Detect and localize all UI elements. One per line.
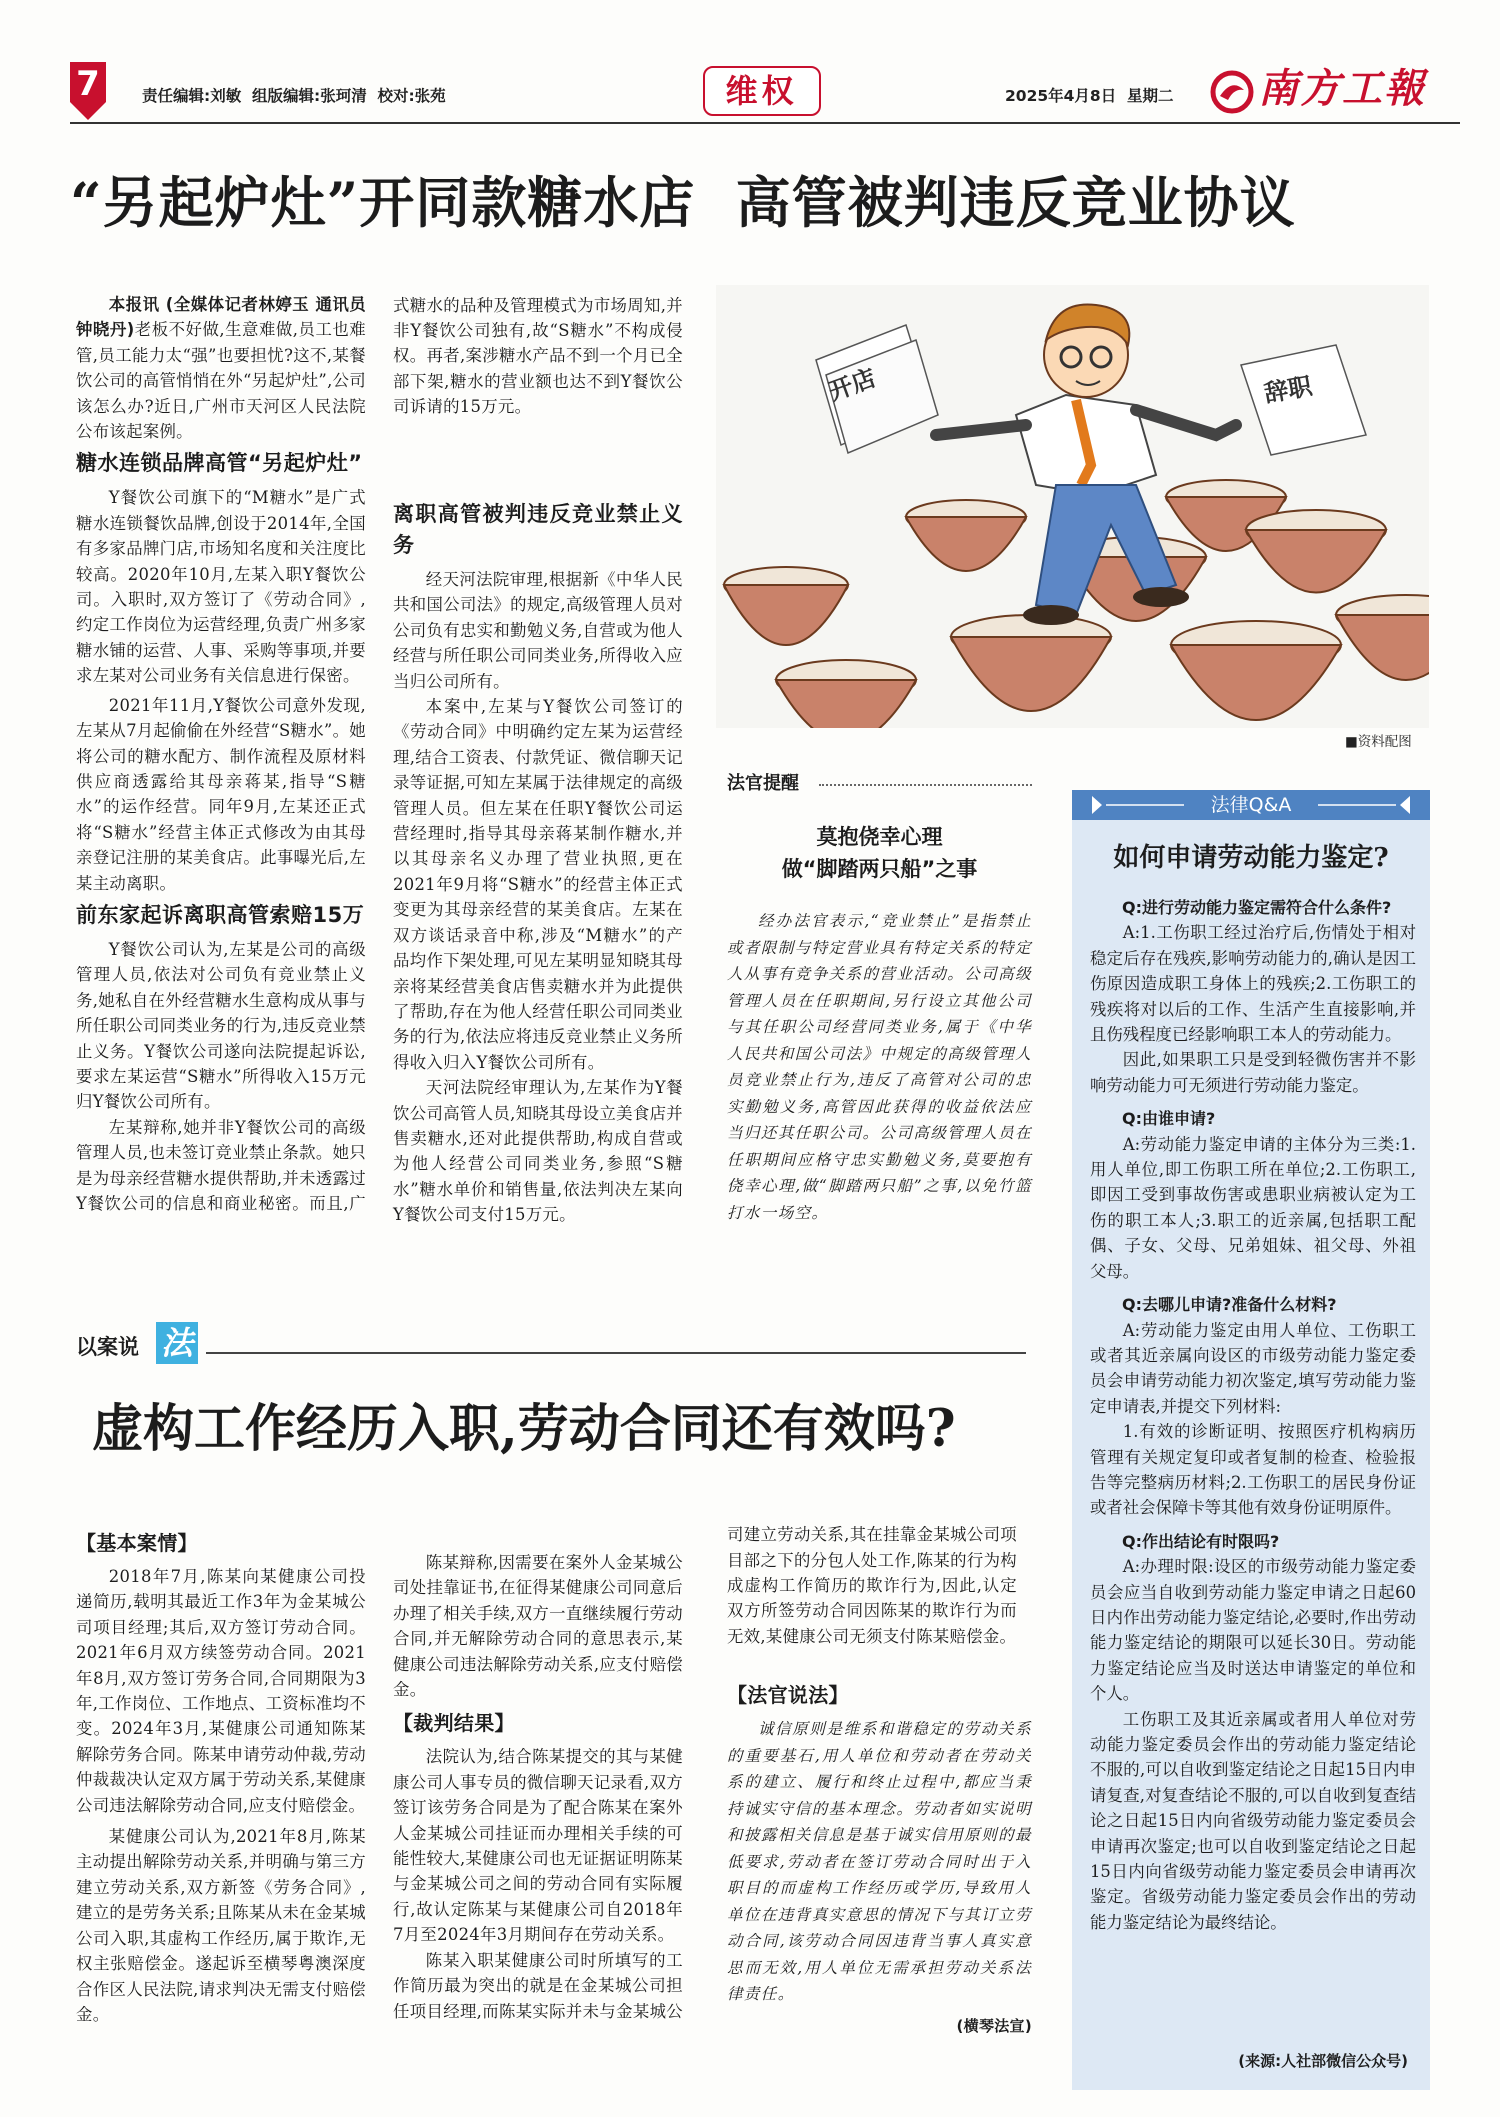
qa-answer-1b: 因此,如果职工只是受到轻微伤害并不影响劳动能力可无须进行劳动能力鉴定。: [1090, 1050, 1416, 1095]
story1-paragraph-2: 2021年11月,Y餐饮公司意外发现,左某从7月起偷偷在外经营“S糖水”。她将公司的糖水配方、制作流程及原材料供应商透露给其母亲蒋某,指导“S糖水”的运作经营。同年9月,左某还正式将“S糖水”经营主体正式修改为由其母亲登记注册的某美食店。此事曝光后,左某主动离职。: [76, 695, 366, 893]
story1-subhead-3: 离职高管被判违反竞业禁止义务: [393, 502, 683, 557]
story1-paragraph-4: 左某辩称,她并非Y餐饮公司的高级管理人员,也未签订竞业禁止条款。她只是为母亲经营糖水提供帮助,并未透露过Y餐饮公司的信息和商业秘密。而且,广: [76, 1117, 366, 1213]
column-label-prefix: 以案说: [76, 1335, 139, 1359]
judge-tip-body: 经办法官表示,“竞业禁止”是指禁止或者限制与特定营业具有特定关系的特定人从事有竞争关系的营业活动。公司高级管理人员在任职期间,另行设立其他公司与其任职公司经营同类业务,属于《中华人民共和国公司法》中规定的高级管理人员竞业禁止行为,违反了高管对公司的忠实勤勉义务,高管因此获得的收益依法应当归还其任职公司。公司高级管理人员在任职期间应格守忠实勤勉义务,莫要抱有侥幸心理,做“脚踏两只船”之事,以免竹篮打水一场空。: [727, 912, 1032, 1222]
story1-byline: 本报讯 (全媒体记者林婷玉 通讯员钟晓丹): [76, 295, 366, 340]
qa-answer-3: A:劳动能力鉴定由用人单位、工伤职工或者其近亲属向设区的市级劳动能力鉴定委员会申请劳动能力初次鉴定,填写劳动能力鉴定申请表,并提交下列材料:: [1090, 1320, 1416, 1416]
column-label-rule: [206, 1352, 1026, 1354]
story1-paragraph-5: 经天河法院审理,根据新《中华人民共和国公司法》的规定,高级管理人员对公司负有忠实和勤勉义务,自营或为他人经营与所任职公司同类业务,所得收入应当归公司所有。: [393, 570, 683, 691]
story2-paragraph-2-cont: [393, 1522, 683, 1550]
story2-source: (横琴法宣): [956, 2016, 1032, 2035]
qa-question-4: Q:作出结论有时限吗?: [1122, 1531, 1280, 1551]
qa-answer-4: A:办理时限:设区的市级劳动能力鉴定委员会应当自收到劳动能力鉴定申请之日起60日内作出劳动能力鉴定结论,必要时,作出劳动能力鉴定结论的期限可以延长30日。劳动能力鉴定结论应当及时送达申请鉴定的单位和个人。: [1090, 1557, 1416, 1704]
image-credit: ■资料配图: [1345, 734, 1412, 750]
qa-question-3: Q:去哪儿申请?准备什么材料?: [1122, 1295, 1337, 1315]
qa-answer-2: A:劳动能力鉴定申请的主体分为三类:1.用人单位,即工伤职工所在单位;2.工伤职工,即因工受到事故伤害或患职业病被认定为工伤的职工本人;3.职工的近亲属,包括职工配偶、子女、父母、兄弟姐妹、祖父母、外祖父母。: [1090, 1134, 1416, 1281]
judge-tip-title-2: 做“脚踏两只船”之事: [781, 857, 978, 881]
qa-question-2: Q:由谁申请?: [1122, 1109, 1216, 1129]
story2-paragraph-4: 法院认为,结合陈某提交的其与某健康公司人事专员的微信聊天记录看,双方签订该劳务合同是为了配合陈某在案外人金某城公司挂证而办理相关手续的可能性较大,某健康公司也无证据证明陈某与金某城公司之间的劳动合同有实际履行,故认定陈某与某健康公司自2018年7月至2024年3月期间存在劳动关系。: [393, 1747, 683, 1945]
story2-paragraph-1: 2018年7月,陈某向某健康公司投递简历,载明其最近工作3年为金某城公司项目经理;其后,双方签订劳动合同。2021年6月双方续签劳动合同。2021年8月,双方签订劳务合同,合同期限为3年,工作岗位、工作地点、工资标准均不变。2024年3月,某健康公司通知陈某解除劳务合同。陈某申请劳动仲裁,劳动仲裁裁决认定双方属于劳动关系,某健康公司违法解除劳动合同,应支付赔偿金。: [76, 1567, 366, 1815]
story2-paragraph-5-cont: [727, 1522, 1032, 1674]
qa-question-1: Q:进行劳动能力鉴定需符合什么条件?: [1122, 898, 1392, 917]
page-number: 7: [76, 64, 100, 104]
judge-tip: [727, 770, 1032, 1290]
qa-answer-1: A:1.工伤职工经过治疗后,伤情处于相对稳定后存在残疾,影响劳动能力的,确认是因工伤原因造成职工身体上的残疾;2.工伤职工的残疾将对以后的工作、生活产生直接影响,并且伤残程度已经影响职工本人的劳动能力。: [1090, 923, 1416, 1045]
story1-paragraph-4-cont: [393, 292, 683, 495]
story2-paragraph-3: 陈某辩称,因需要在案外人金某城公司处挂靠证书,在征得某健康公司同意后办理了相关手续,双方一直继续履行劳动合同,并无解除劳动合同的意思表示,某健康公司违法解除劳动关系,应支付赔偿金。: [393, 1553, 683, 1700]
qa-content: [1090, 892, 1416, 1935]
masthead-title: 南方工報: [1258, 65, 1426, 112]
column-label-fa-box: [156, 1322, 198, 1364]
editors-credit: 责任编辑:刘敏 组版编辑:张珂清 校对:张苑: [142, 87, 446, 105]
judge-tip-label: 法官提醒: [727, 773, 799, 794]
masthead: [1210, 62, 1460, 118]
illustration-resign-label: 辞职: [1262, 371, 1315, 408]
story1-illustration: [716, 285, 1429, 728]
section-label: 维权: [725, 72, 798, 110]
story2-heading-case: 【基本案情】: [76, 1531, 198, 1555]
story1-paragraph-1: Y餐饮公司旗下的“M糖水”是广式糖水连锁餐饮品牌,创设于2014年,全国有多家品牌门店,市场知名度和关注度比较高。2020年10月,左某入职Y餐饮公司。入职时,双方签订了《劳动合同》,约定工作岗位为运营经理,负责广州多家糖水铺的运营、人事、采购等事项,并要求左某对公司业务有关信息进行保密。: [76, 488, 366, 686]
story2-heading-ruling: 【裁判结果】: [393, 1711, 515, 1736]
qa-answer-3b: 1.有效的诊断证明、按照医疗机构病历管理有关规定复印或者复制的检查、检验报告等完整病历材料;2.工伤职工的居民身份证或者社会保障卡等其他有效身份证明原件。: [1090, 1422, 1416, 1518]
page-header: [70, 62, 1460, 122]
qa-source: (来源:人社部微信公众号): [1238, 2052, 1408, 2070]
page-number-badge: [70, 62, 106, 120]
header-rule: [70, 122, 1460, 124]
story2-paragraph-5: 陈某入职某健康公司时所填写的工作简历最为突出的就是在金某城公司担任项目经理,而陈某实际并未与金某城公: [393, 1950, 683, 2021]
illustration-shop-label: 开店: [824, 363, 880, 407]
story1-subhead-1: 糖水连锁品牌高管“另起炉灶”: [76, 451, 363, 476]
story1-column-1: [76, 292, 366, 1216]
column-label: [76, 1322, 316, 1368]
story2-paragraph-6: 诚信原则是维系和谐稳定的劳动关系的重要基石,用人单位和劳动者在劳动关系的建立、履行和终止过程中,都应当秉持诚实守信的基本理念。劳动者如实说明和披露相关信息是基于诚实信用原则的最低要求,劳动者在签订劳动合同时出于入职目的而虚构工作经历或学历,导致用人单位在违背真实意思的情况下与其订立劳动合同,该劳动合同因违背当事人真实意思而无效,用人单位无需承担劳动关系法律责任。: [727, 1720, 1032, 2003]
story1-column-2: [393, 292, 683, 1228]
section-badge: [703, 66, 821, 116]
qa-banner: [1072, 790, 1430, 820]
qa-title: 如何申请劳动能力鉴定?: [1113, 843, 1389, 873]
story1-paragraph-7: 天河法院经审理认为,左某作为Y餐饮公司高管人员,知晓其母设立美食店并售卖糖水,还对此提供帮助,构成自营或为他人经营公司同类业务,参照“S糖水”糖水单价和销售量,依法判决左某向Y餐饮公司支付15万元。: [393, 1078, 683, 1225]
qa-answer-4b: 工伤职工及其近亲属或者用人单位对劳动能力鉴定委员会作出的劳动能力鉴定结论不服的,可以自收到鉴定结论之日起15日内申请复查,对复查结论不服的,可以自收到复查结论之日起15日内向省级劳动能力鉴定委员会申请再次鉴定;也可以自收到鉴定结论之日起15日内向省级劳动能力鉴定委员会申请再次鉴定。省级劳动能力鉴定委员会作出的劳动能力鉴定结论为最终结论。: [1090, 1709, 1416, 1932]
judge-tip-dotted-rule: [819, 784, 1032, 786]
story2-column-3: [727, 1522, 1032, 2039]
story1-lead: 老板不好做,生意难做,员工也难管,员工能力太“强”也要担忧?这不,某餐饮公司的高管悄悄在外“另起炉灶”,公司该怎么办?近日,广州市天河区人民法院公布该起案例。: [76, 320, 366, 442]
issue-date: 2025年4月8日 星期二: [1005, 87, 1174, 105]
story2-paragraph-2: 某健康公司认为,2021年8月,陈某主动提出解除劳动关系,并明确与第三方建立劳动关系,双方新签《劳务合同》,建立的是劳务关系;且陈某从未在金某城公司入职,其虚构工作经历,属于欺诈,无权主张赔偿金。遂起诉至横琴粤澳深度合作区人民法院,请求判决无需支付赔偿金。: [76, 1827, 366, 2024]
judge-tip-header: [727, 770, 1032, 800]
masthead-logo-icon: [1210, 70, 1254, 114]
judge-tip-title-1: 莫抱侥幸心理: [816, 825, 943, 849]
qa-banner-label: 法律Q&A: [1210, 794, 1292, 816]
story1-paragraph-3: Y餐饮公司认为,左某是公司的高级管理人员,依法对公司负有竞业禁止义务,她私自在外经营糖水生意构成从事与所任职公司同类业务的行为,违反竞业禁止义务。Y餐饮公司遂向法院提起诉讼,要求左某运营“S糖水”所得收入15万元归Y餐饮公司所有。: [76, 939, 366, 1112]
qa-sidebar: [1072, 790, 1430, 2090]
story1-subhead-2: 前东家起诉离职高管索赔15万: [76, 902, 365, 927]
story1-headline: “另起炉灶”开同款糖水店 高管被判违反竞业协议: [70, 170, 1296, 235]
column-label-fa: 法: [160, 1324, 193, 1362]
story2-column-1: [76, 1522, 366, 2060]
story2-headline: 虚构工作经历入职,劳动合同还有效吗?: [92, 1399, 956, 1459]
story2-column-2: [393, 1522, 683, 2024]
story2-paragraph-5-continued: 司建立劳动关系,其在挂靠金某城公司项目部之下的分包人处工作,陈某的行为构成虚构工作简历的欺诈行为,因此,认定双方所签劳动合同因陈某的欺诈行为而无效,某健康公司无须支付陈某赔偿金。: [727, 1525, 1017, 1646]
story1-paragraph-6: 本案中,左某与Y餐饮公司签订的《劳动合同》中明确约定左某为运营经理,结合工资表、付款凭证、微信聊天记录等证据,可知左某属于法律规定的高级管理人员。但左某在任职Y餐饮公司运营经理时,指导其母亲蒋某制作糖水,并以其母亲名义办理了营业执照,更在2021年9月将“S糖水”的经营主体正式变更为其母亲经营的某美食店。左某在双方谈话录音中称,涉及“M糖水”的产品均作下架处理,可见左某明显知晓其母亲将某经营美食店售卖糖水并为此提供了帮助,存在为他人经营任职公司同类业务的行为,依法应将违反竞业禁止义务所得收入归入Y餐饮公司所有。: [393, 697, 683, 1072]
illustration-drawing: [716, 285, 1429, 728]
story2-heading-judge: 【法官说法】: [727, 1683, 849, 1707]
story1-paragraph-4-continued: 式糖水的品种及管理模式为市场周知,并非Y餐饮公司独有,故“S糖水”不构成侵权。再者,案涉糖水产品不到一个月已全部下架,糖水的营业额也达不到Y餐饮公司诉请的15万元。: [393, 295, 683, 417]
